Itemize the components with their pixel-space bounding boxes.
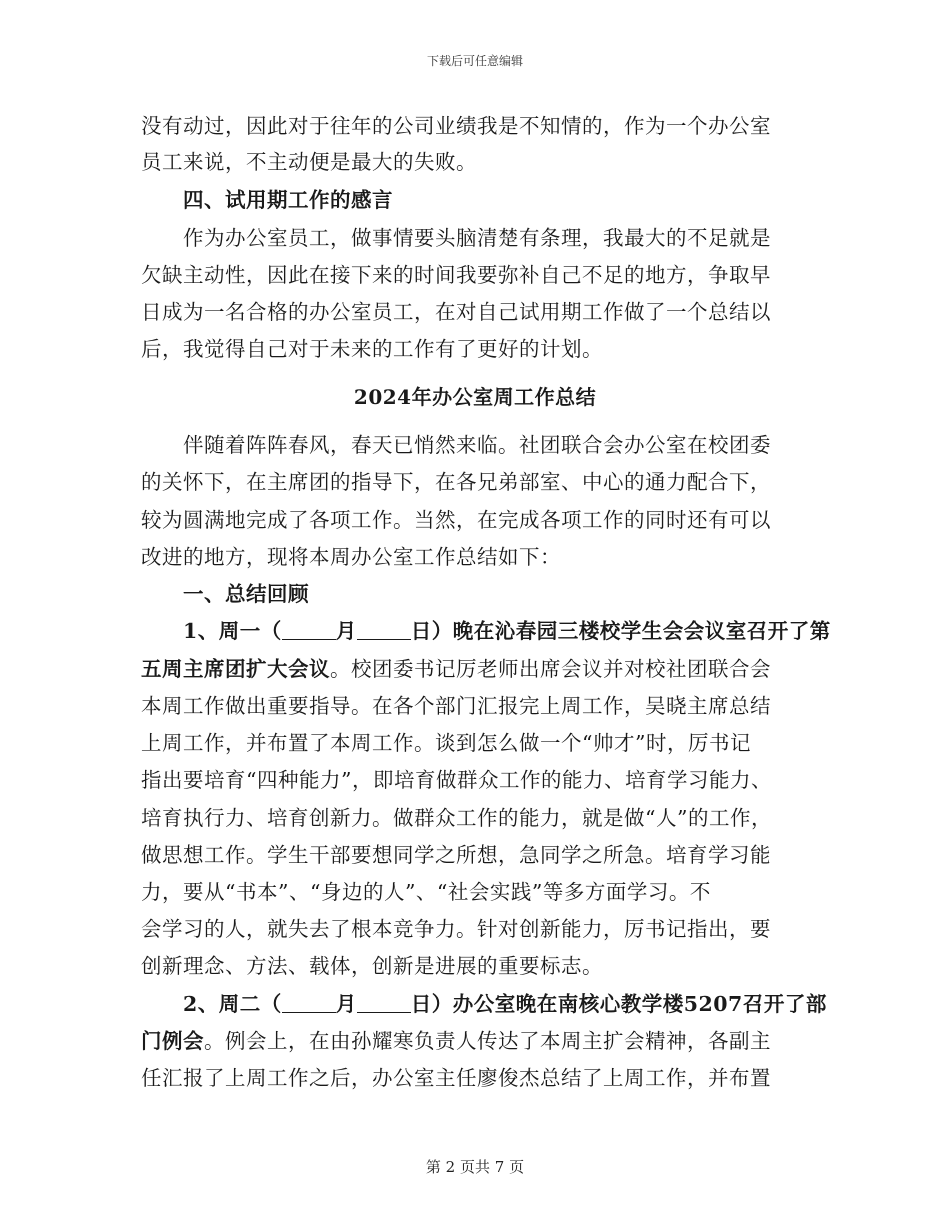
page-footer: 第 2 页共 7 页 xyxy=(425,1158,525,1176)
text-line: 指出要培育“四种能力”，即培育做群众工作的能力、培育学习能力、 xyxy=(141,768,772,792)
text-line: 力，要从“书本”、“身边的人”、“社会实践”等多方面学习。不 xyxy=(141,880,711,904)
text-line: 较为圆满地完成了各项工作。当然，在完成各项工作的同时还有可以 xyxy=(141,508,771,532)
text-line: 日成为一名合格的办公室员工，在对自己试用期工作做了一个总结以 xyxy=(141,300,771,324)
text-line: 本周工作做出重要指导。在各个部门汇报完上周工作，吴晓主席总结 xyxy=(141,694,771,718)
text-line: 改进的地方，现将本周办公室工作总结如下： xyxy=(141,545,561,569)
item-heading-line: 1、周一（ 月 日）晚在沁春园三楼校学生会会议室召开了第 xyxy=(183,619,831,643)
date-blank xyxy=(357,992,411,1013)
text-line: 门例会。例会上，在由孙耀寒负责人传达了本周主扩会精神，各副主 xyxy=(141,1029,771,1053)
date-blank xyxy=(357,619,411,640)
text-line: 欠缺主动性，因此在接下来的时间我要弥补自己不足的地方，争取早 xyxy=(141,263,771,287)
text-line: 没有动过，因此对于往年的公司业绩我是不知情的，作为一个办公室 xyxy=(141,114,771,138)
text-line: 的关怀下，在主席团的指导下，在各兄弟部室、中心的通力配合下， xyxy=(141,470,771,494)
date-blank xyxy=(282,992,336,1013)
text-line: 会学习的人，就失去了根本竞争力。针对创新能力，厉书记指出，要 xyxy=(141,917,771,941)
text-line: 伴随着阵阵春风，春天已悄然来临。社团联合会办公室在校团委 xyxy=(183,433,771,457)
text-line: 做思想工作。学生干部要想同学之所想，急同学之所急。培育学习能 xyxy=(141,843,771,867)
text-line: 上周工作，并布置了本周工作。谈到怎么做一个“帅才”时，厉书记 xyxy=(141,731,751,755)
text-line: 五周主席团扩大会议。校团委书记厉老师出席会议并对校社团联合会 xyxy=(141,657,771,681)
page-header: 下载后可任意编辑 xyxy=(426,54,523,68)
document-title: 2024年办公室周工作总结 xyxy=(353,385,597,409)
item-heading-line: 2、周二（ 月 日）办公室晚在南核心教学楼5207召开了部 xyxy=(183,992,827,1016)
text-line: 作为办公室员工，做事情要头脑清楚有条理，我最大的不足就是 xyxy=(183,226,771,250)
text-line: 后，我觉得自己对于未来的工作有了更好的计划。 xyxy=(141,337,603,361)
date-blank xyxy=(282,619,336,640)
text-line: 任汇报了上周工作之后，办公室主任廖俊杰总结了上周工作，并布置 xyxy=(141,1066,771,1090)
text-line: 创新理念、方法、载体，创新是进展的重要标志。 xyxy=(141,954,603,978)
section-heading: 一、总结回顾 xyxy=(183,582,309,606)
section-heading: 四、试用期工作的感言 xyxy=(183,188,393,212)
text-line: 员工来说，不主动便是最大的失败。 xyxy=(141,150,477,174)
text-line: 培育执行力、培育创新力。做群众工作的能力，就是做“人”的工作， xyxy=(141,806,772,830)
